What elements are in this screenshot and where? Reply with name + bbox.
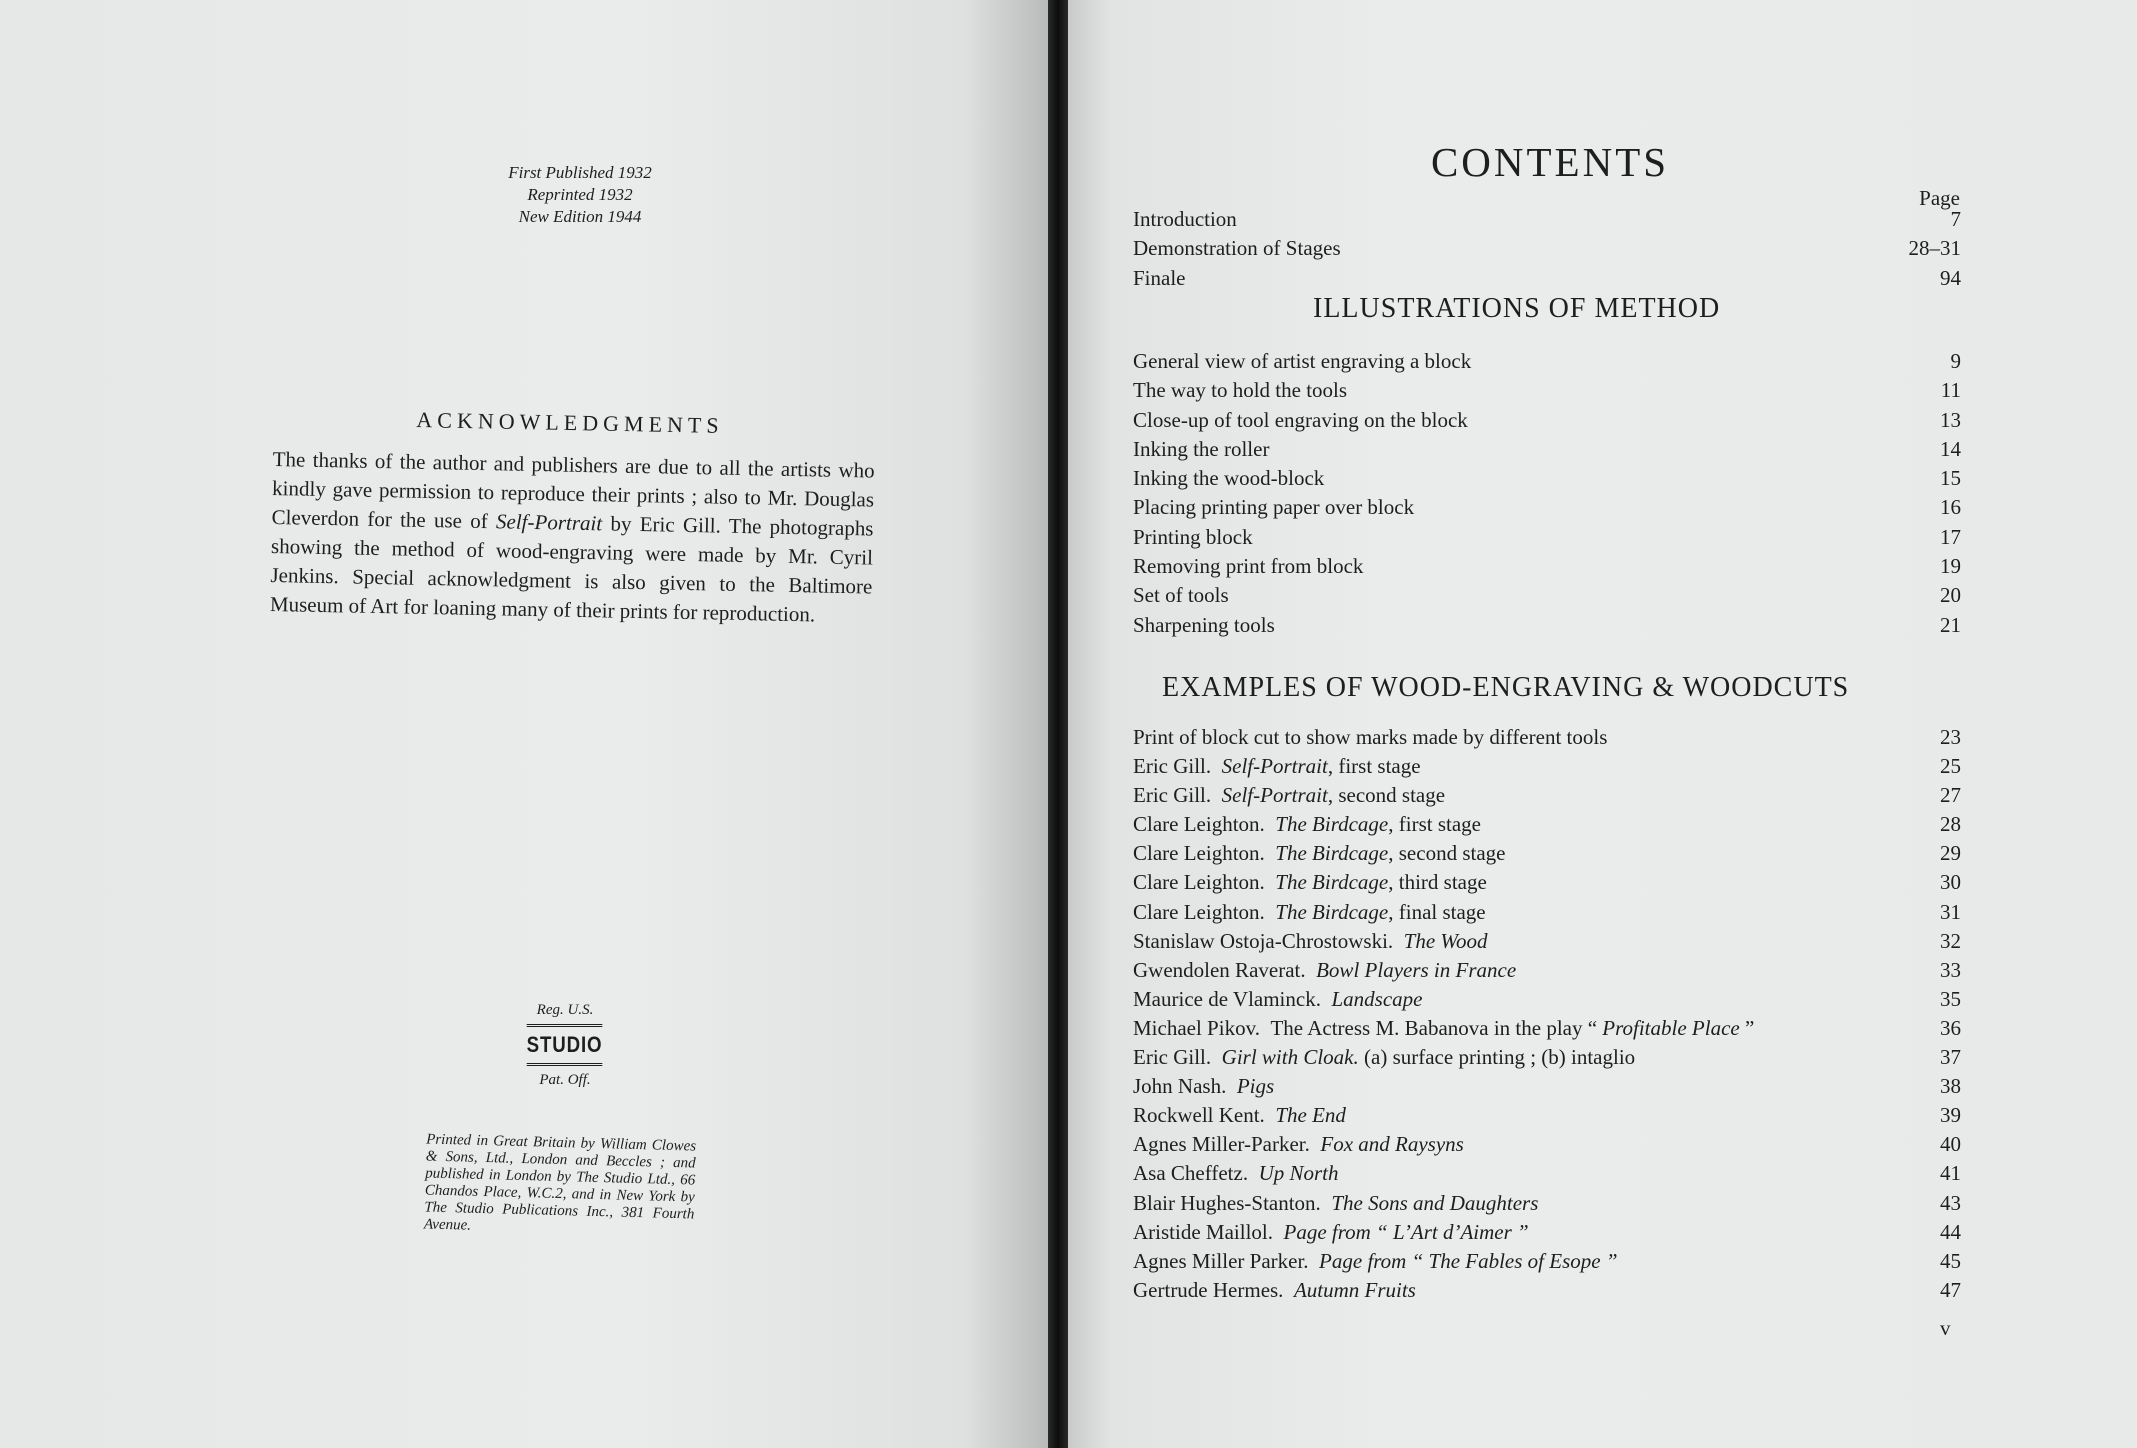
example-row [1133, 1016, 1961, 1045]
artist-name: Asa Cheffetz. [1133, 1161, 1249, 1186]
entry-text [1133, 958, 1516, 983]
trademark-pat: Pat. Off. [539, 1072, 591, 1088]
entry-page: 16 [1940, 495, 1961, 520]
entry-text [1133, 1278, 1416, 1303]
entry-text [1133, 783, 1445, 808]
method-row [1133, 554, 1961, 583]
work-title: Print of block cut to show marks made by different tools [1133, 725, 1608, 749]
artist-name: John Nash. [1133, 1074, 1227, 1099]
work-suffix: , third stage [1388, 870, 1487, 895]
artist-name: Stanislaw Ostoja-Chrostowski. [1133, 928, 1394, 953]
entry-page: 33 [1940, 957, 1961, 982]
work-suffix: (a) surface printing ; (b) intaglio [1358, 1045, 1636, 1070]
entry-page: 38 [1940, 1074, 1961, 1099]
method-row [1133, 525, 1961, 554]
method-row [1133, 613, 1961, 642]
entry-text [1133, 1220, 1529, 1245]
entry-page: 27 [1940, 783, 1961, 808]
example-row [1133, 987, 1961, 1016]
entry-title: Set of tools [1133, 583, 1229, 608]
entry-text [1133, 1103, 1346, 1128]
artist-name: Michael Pikov. [1133, 1015, 1260, 1040]
work-title: Page from “ L’Art d’Aimer ” [1283, 1219, 1529, 1244]
contents-heading: CONTENTS [1430, 139, 1670, 185]
example-row [1133, 900, 1961, 929]
work-title: Up North [1258, 1161, 1339, 1186]
entry-page: 15 [1940, 466, 1961, 491]
work-suffix: , first stage [1327, 754, 1421, 779]
studio-trademark [510, 1000, 620, 1090]
contents-row [1133, 207, 1961, 236]
work-title: The Birdcage [1275, 841, 1389, 866]
method-row [1133, 466, 1961, 495]
work-title: The Birdcage [1275, 899, 1389, 924]
work-title: Girl with Cloak. [1221, 1045, 1359, 1070]
entry-page: 45 [1940, 1248, 1961, 1273]
contents-row [1133, 266, 1961, 295]
entry-page: 39 [1940, 1103, 1961, 1128]
entry-text [1133, 1249, 1618, 1274]
work-suffix: , final stage [1388, 899, 1486, 924]
work-title: The Wood [1403, 928, 1488, 953]
artist-name: Clare Leighton. [1133, 899, 1265, 924]
artist-name: Maurice de Vlaminck. [1133, 986, 1321, 1011]
entry-text [1133, 754, 1421, 779]
entry-page: 43 [1940, 1190, 1961, 1215]
entry-page: 36 [1940, 1015, 1961, 1040]
example-row [1133, 1161, 1961, 1190]
method-row [1133, 583, 1961, 612]
book-gutter [1048, 0, 1068, 1448]
work-title: The Birdcage [1275, 870, 1389, 895]
artist-name: Clare Leighton. [1133, 841, 1265, 866]
entry-title: General view of artist engraving a block [1133, 349, 1472, 373]
entry-title: Printing block [1133, 524, 1253, 549]
trademark-reg: Reg. U.S. [536, 1002, 594, 1018]
entry-text [1133, 1132, 1464, 1157]
entry-page: 30 [1940, 870, 1961, 895]
artist-name: Clare Leighton. [1133, 870, 1265, 895]
example-row [1133, 1191, 1961, 1220]
example-row [1133, 1278, 1961, 1307]
work-title: The End [1275, 1103, 1346, 1128]
method-row [1133, 408, 1961, 437]
method-row [1133, 378, 1961, 407]
method-row [1133, 349, 1961, 378]
entry-page: 47 [1940, 1277, 1961, 1302]
artist-name: Clare Leighton. [1133, 812, 1265, 837]
examples-heading: EXAMPLES OF WOOD-ENGRAVING & WOODCUTS [1162, 672, 1850, 703]
imprint-line: Reprinted 1932 [527, 185, 633, 204]
entry-title: Sharpening tools [1133, 612, 1275, 637]
method-list [1133, 349, 1961, 642]
examples-list [1133, 725, 1961, 1307]
method-row [1133, 495, 1961, 524]
example-row [1133, 1103, 1961, 1132]
example-row [1133, 812, 1961, 841]
example-row [1133, 754, 1961, 783]
entry-title: Inking the wood-block [1133, 466, 1325, 491]
entry-page: 17 [1940, 524, 1961, 549]
page-column-label: Page [1919, 186, 1960, 210]
entry-page: 19 [1940, 554, 1961, 579]
text-run: by Eric Gill. The photographs showing the method of wood-engraving were made by Mr. Cyril Jenkins. Special acknowledgment is also given to the Baltimore Museum of Art for loaning many of their prints for reproduction. [269, 511, 874, 627]
entry-page: 44 [1940, 1219, 1961, 1244]
entry-page: 37 [1940, 1045, 1961, 1070]
work-suffix: , second stage [1388, 841, 1506, 866]
entry-page: 28 [1940, 812, 1961, 837]
entry-page: 23 [1940, 725, 1961, 749]
entry-text [1133, 725, 1607, 750]
artist-name: Eric Gill. [1133, 754, 1212, 779]
artist-name: Agnes Miller Parker. [1133, 1248, 1309, 1273]
folio-number: v [1940, 1316, 1951, 1340]
entry-title: Demonstration of Stages [1133, 236, 1341, 261]
example-row [1133, 725, 1961, 754]
method-heading: ILLUSTRATIONS OF METHOD [1313, 293, 1721, 324]
method-row [1133, 437, 1961, 466]
entry-text [1133, 929, 1488, 954]
work-title: Bowl Players in France [1316, 957, 1517, 982]
entry-text [1133, 812, 1481, 837]
imprint-line: New Edition 1944 [518, 207, 642, 226]
entry-page: 40 [1940, 1132, 1961, 1157]
entry-page: 29 [1940, 841, 1961, 866]
entry-page: 9 [1950, 349, 1961, 373]
entry-page: 28–31 [1908, 236, 1961, 261]
example-row [1133, 929, 1961, 958]
example-row [1133, 958, 1961, 987]
entry-title: Close-up of tool engraving on the block [1133, 407, 1468, 432]
entry-text [1133, 841, 1505, 866]
artist-name: Eric Gill. [1133, 783, 1212, 808]
entry-text [1133, 1074, 1274, 1099]
entry-text [1133, 987, 1422, 1012]
work-title: Fox and Raysyns [1320, 1132, 1464, 1157]
entry-page: 31 [1940, 899, 1961, 924]
entry-page: 25 [1940, 754, 1961, 779]
artist-name: Agnes Miller-Parker. [1133, 1132, 1310, 1157]
studio-logo: STUDIO [527, 1024, 603, 1066]
work-title: Page from “ The Fables of Esope ” [1319, 1248, 1618, 1273]
work-title: The Birdcage [1275, 812, 1389, 837]
example-row [1133, 1045, 1961, 1074]
example-row [1133, 870, 1961, 899]
work-title: Self-Portrait [1221, 754, 1328, 779]
artist-name: Blair Hughes-Stanton. [1133, 1190, 1321, 1215]
example-row [1133, 1074, 1961, 1103]
entry-title: Finale [1133, 265, 1186, 290]
work-title: Pigs [1236, 1074, 1275, 1099]
entry-title: Inking the roller [1133, 436, 1270, 461]
entry-title: Placing printing paper over block [1133, 495, 1415, 520]
imprint-line: First Published 1932 [508, 163, 652, 182]
imprint-block [460, 162, 700, 228]
printer-note: Printed in Great Britain by William Clowes & Sons, Ltd., London and Beccles ; and published in London by The Studio Ltd., 66 Chandos Place, W.C.2, and in New York by The Studio Publications Inc., 381 Fourth Avenue. [423, 1131, 697, 1234]
entry-page: 21 [1940, 612, 1961, 637]
work-suffix: ” [1739, 1015, 1755, 1040]
entry-page: 41 [1940, 1161, 1961, 1186]
work-title: Profitable Place [1602, 1015, 1740, 1040]
example-row [1133, 841, 1961, 870]
text-run: The thanks of the author and publishers are due to all the artists who kindly gave permission to reproduce their prints ; also to Mr. Douglas Cleverdon for the use of [271, 446, 875, 534]
contents-row [1133, 236, 1961, 265]
entry-page: 94 [1940, 265, 1961, 290]
example-row [1133, 1220, 1961, 1249]
entry-text [1133, 1016, 1754, 1041]
italic-title: Self-Portrait [495, 509, 603, 536]
entry-title: Introduction [1133, 207, 1237, 231]
work-title: Autumn Fruits [1293, 1277, 1416, 1302]
entry-text [1133, 900, 1486, 925]
acknowledgments-heading: ACKNOWLEDGMENTS [416, 407, 724, 438]
entry-page: 35 [1940, 986, 1961, 1011]
entry-page: 11 [1940, 378, 1961, 403]
artist-name: Eric Gill. [1133, 1045, 1212, 1070]
entry-title: The way to hold the tools [1133, 378, 1348, 403]
work-title: Landscape [1331, 986, 1423, 1011]
contents-list [1133, 207, 1961, 295]
artist-name: Gertrude Hermes. [1133, 1277, 1284, 1302]
acknowledgments-body [270, 445, 875, 631]
work-prefix: The Actress M. Babanova in the play “ [1270, 1015, 1603, 1040]
entry-text [1133, 870, 1487, 895]
entry-title: Removing print from block [1133, 554, 1364, 579]
entry-text [1133, 1161, 1339, 1186]
example-row [1133, 783, 1961, 812]
entry-page: 13 [1940, 407, 1961, 432]
work-title: The Sons and Daughters [1331, 1190, 1539, 1215]
example-row [1133, 1132, 1961, 1161]
example-row [1133, 1249, 1961, 1278]
artist-name: Rockwell Kent. [1133, 1103, 1265, 1128]
entry-page: 7 [1950, 207, 1961, 231]
work-suffix: , second stage [1327, 783, 1446, 808]
artist-name: Gwendolen Raverat. [1133, 957, 1306, 982]
entry-text [1133, 1191, 1538, 1216]
artist-name: Aristide Maillol. [1133, 1219, 1273, 1244]
entry-page: 14 [1940, 436, 1961, 461]
entry-text [1133, 1045, 1635, 1070]
work-suffix: , first stage [1388, 812, 1481, 837]
entry-page: 32 [1940, 928, 1961, 953]
entry-page: 20 [1940, 583, 1961, 608]
work-title: Self-Portrait [1221, 783, 1328, 808]
